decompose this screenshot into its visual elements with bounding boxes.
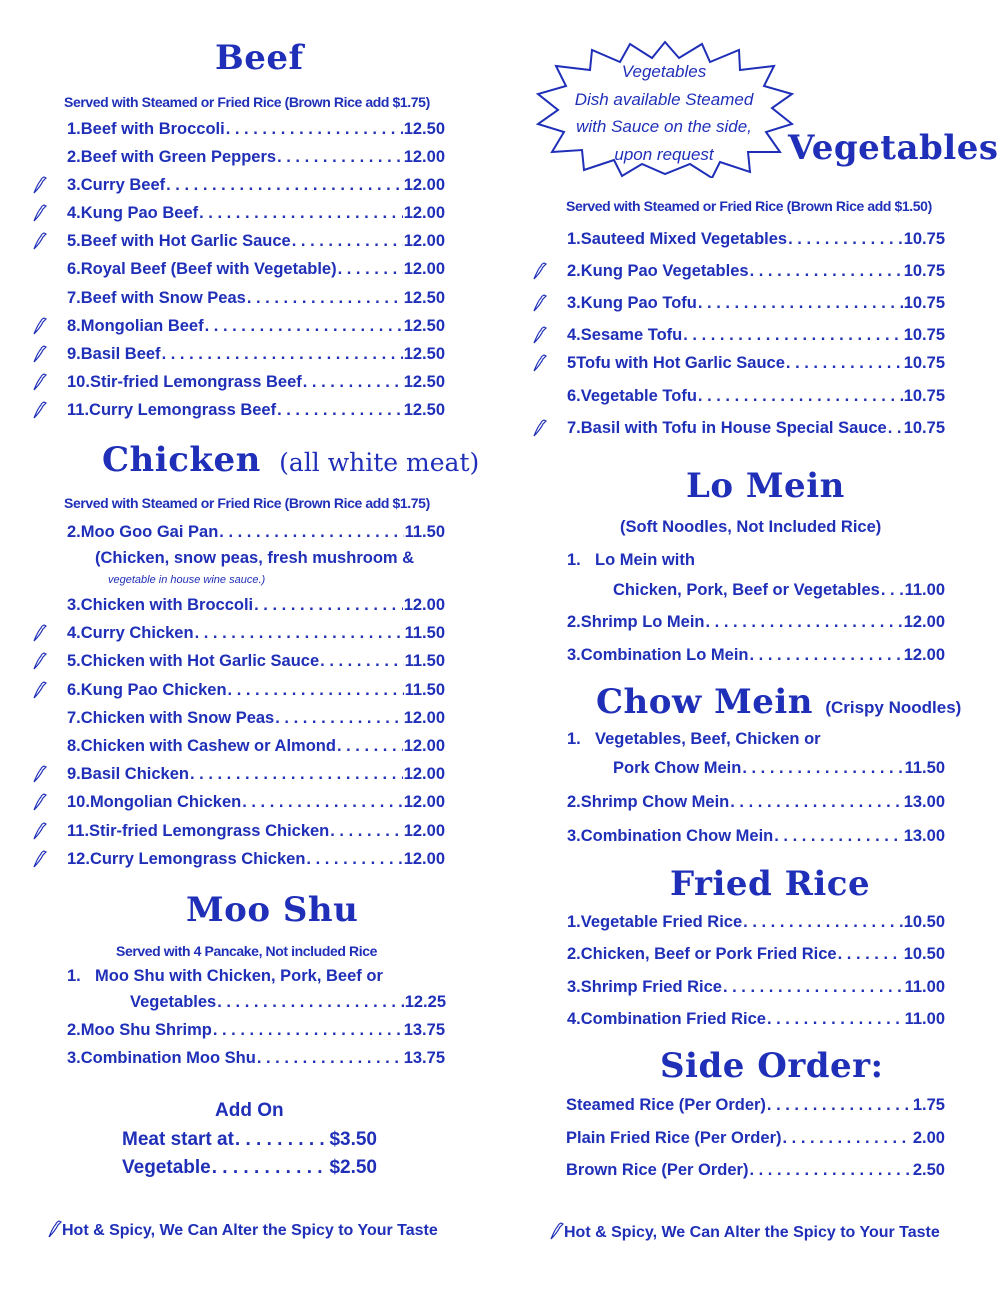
item-name: Kung Pao Chicken [80,681,227,699]
item-name: Combination Chow Mein [580,827,774,845]
mooshu-item1-line1: Moo Shu with Chicken, Pork, Beef or [95,967,383,985]
item-name: Chicken, Beef or Pork Fried Rice [580,945,837,963]
item-number: 2. [567,793,581,811]
item-name: Chicken with Snow Peas [80,709,275,727]
item-price: 2.00 [912,1129,945,1147]
leader-dots [730,791,902,813]
item-name: Kung Pao Vegetables [580,262,749,280]
item-number: 2. [567,613,581,631]
chili-pepper-icon [550,1222,564,1240]
lomein-title: Lo Mein [686,466,845,506]
leader-dots [254,594,403,616]
menu-item-row [67,622,445,644]
leader-dots [749,1159,911,1181]
chili-pepper-icon [33,850,47,868]
item-number: 2. [67,523,81,541]
item-price: 12.50 [403,401,445,419]
item-number: 6. [567,387,581,405]
item-name: Stir-fried Lemongrass Beef [89,373,302,391]
menu-item-row [67,594,445,616]
menu-item-row [567,791,945,813]
item-number: 2. [67,148,81,166]
chili-pepper-icon [33,652,47,670]
menu-item-row [567,943,945,965]
leader-dots [226,118,403,140]
item-price: 12.00 [403,204,445,222]
leader-dots [162,343,403,365]
item-name: Brown Rice (Per Order) [566,1161,749,1179]
friedrice-title: Fried Rice [670,864,871,904]
item-price: 11.00 [904,978,945,996]
item-number: 8. [67,737,81,755]
menu-item-row [67,118,445,140]
footer-note-right [550,1222,940,1242]
leader-dots [786,352,903,374]
menu-item-row [567,292,945,314]
menu-item-row [67,707,445,729]
chicken-title-text: Chicken [102,440,261,480]
addon-meat-price: $3.50 [329,1129,377,1150]
menu-item-row [567,260,945,282]
leader-dots [683,324,902,346]
addon-veg-price: $2.50 [329,1157,377,1178]
menu-item-row [566,1127,945,1149]
menu-item-row [566,1159,945,1181]
item-price: 10.75 [903,419,945,437]
item-price: 12.00 [903,646,945,664]
leader-dots [743,911,903,933]
menu-item-row [567,825,945,847]
item-price: 13.00 [903,793,945,811]
lomein-note: (Soft Noodles, Not Included Rice) [620,518,882,536]
menu-item-row [67,343,445,365]
leader-dots [698,292,903,314]
item-number: 4. [67,204,81,222]
lomein-item1-name: Chicken, Pork, Beef or Vegetables [613,581,880,599]
item-name: Curry Chicken [80,624,194,642]
item-name: Chicken with Hot Garlic Sauce [80,652,320,670]
chowmein-title [596,682,961,722]
beef-title: Beef [215,38,304,78]
item-price: 12.50 [403,289,445,307]
item-number: 1. [567,230,581,248]
item-price: 10.75 [903,294,945,312]
item-name: Chicken with Broccoli [80,596,254,614]
item-name: Beef with Hot Garlic Sauce [80,232,291,250]
leader-dots [782,1127,911,1149]
vegetables-title: Vegetables [788,128,999,168]
item-name: Shrimp Fried Rice [580,978,722,996]
item-number: 2. [567,945,581,963]
menu-item-row [567,352,945,374]
menu-item-row [67,521,445,543]
item-number: 4. [67,624,81,642]
item-name: Vegetable Fried Rice [580,913,743,931]
menu-item-row [67,258,445,280]
menu-item-row [67,174,445,196]
footer-note-right-text: Hot & Spicy, We Can Alter the Spicy to Your Taste [564,1224,940,1241]
item-price: 1.75 [912,1096,945,1114]
item-number: 9. [67,345,81,363]
leader-dots [723,976,904,998]
item-name: Mongolian Chicken [89,793,242,811]
item-number: 7. [67,709,81,727]
chili-pepper-icon [33,232,47,250]
item-name: Vegetable Tofu [580,387,697,405]
menu-item-row [567,417,945,439]
leader-dots [742,757,903,779]
menu-item-row [67,848,445,870]
item-number: 6. [67,260,81,278]
item-price: 12.50 [403,317,445,335]
leader-dots [838,943,903,965]
item-number: 2. [567,262,581,280]
mooshu-note: Served with 4 Pancake, Not included Rice [116,943,377,959]
item-number: 7. [67,289,81,307]
item-price: 10.75 [903,326,945,344]
menu-item-row [67,735,445,757]
chili-pepper-icon [33,176,47,194]
item-number: 11. [67,822,90,840]
leader-dots [306,848,402,870]
leader-dots [698,385,903,407]
item-price: 12.00 [403,232,445,250]
item-name: Shrimp Lo Mein [580,613,705,631]
item-price: 12.00 [403,176,445,194]
chowmein-item1-name: Pork Chow Mein [613,759,742,777]
item-number: 1. [567,913,581,931]
leader-dots [219,521,403,543]
chili-pepper-icon [33,345,47,363]
item-price: 2.50 [912,1161,945,1179]
leader-dots [750,644,903,666]
chowmein-title-text: Chow Mein [596,682,813,722]
addon-meat-label: Meat start at [122,1129,234,1150]
chili-pepper-icon [33,373,47,391]
menu-item-row [67,763,445,785]
item-price: 11.50 [404,523,445,541]
addon-veg-label: Vegetable [122,1157,211,1178]
chili-pepper-icon [533,294,547,312]
item-name: Combination Fried Rice [580,1010,766,1028]
addon-vegetable [122,1155,377,1181]
item-number: 6. [67,681,81,699]
item-number: 3. [567,827,581,845]
leader-dots [199,202,403,224]
item-name: Curry Lemongrass Chicken [89,850,306,868]
item-price: 13.00 [903,827,945,845]
chili-pepper-icon [533,262,547,280]
addon-meat [122,1127,377,1153]
item-name: Basil Chicken [80,765,189,783]
chili-pepper-icon [33,624,47,642]
menu-item-row [567,644,945,666]
menu-item-row [67,820,445,842]
chili-pepper-icon [33,765,47,783]
menu-item-row [567,911,945,933]
chili-pepper-icon [33,822,47,840]
item-price: 10.75 [903,230,945,248]
item-number: 12. [67,850,90,868]
item-price: 10.50 [903,913,945,931]
item-number: 2. [67,1021,81,1039]
chicken-note: Served with Steamed or Fried Rice (Brown Rice add $1.75) [64,495,430,511]
item-number: 10. [67,793,90,811]
chili-pepper-icon [533,354,547,372]
footer-note-left-text: Hot & Spicy, We Can Alter the Spicy to Your Taste [62,1222,438,1239]
item-name: Curry Lemongrass Beef [89,401,277,419]
item-name: Moo Shu Shrimp [80,1021,212,1039]
chili-pepper-icon [48,1220,62,1238]
item-name: Beef with Snow Peas [80,289,246,307]
item-name: Beef with Broccoli [80,120,225,138]
item-name: Basil with Tofu in House Special Sauce [580,419,887,437]
mooshu-item1-name: Vegetables [130,993,217,1011]
menu-item-row [566,1094,945,1116]
chili-pepper-icon [33,204,47,222]
burst-line4: upon request [614,145,714,164]
footer-note-left [48,1220,438,1240]
leader-dots [217,991,403,1013]
item-name: Beef with Green Peppers [80,148,277,166]
item-name: Sauteed Mixed Vegetables [580,230,788,248]
leader-dots [213,1019,403,1041]
addon-title: Add On [215,1100,284,1121]
menu-item-row [67,202,445,224]
menu-item-row [67,791,445,813]
item-price: 12.50 [403,120,445,138]
item-name: Shrimp Chow Mein [580,793,730,811]
leader-dots [205,315,403,337]
item-price: 12.50 [403,373,445,391]
item-price: 12.00 [403,596,445,614]
leader-dots [706,611,903,633]
leader-dots [190,763,403,785]
leader-dots [257,1047,403,1069]
leader-dots [888,417,903,439]
leader-dots [338,258,403,280]
leader-dots [881,579,904,601]
item-number: 5 [567,354,577,372]
menu-item-row [67,679,445,701]
lomein-item1-line1: Lo Mein with [595,551,695,569]
vegetables-note: Served with Steamed or Fried Rice (Brown Rice add $1.50) [566,198,932,214]
item-price: 11.00 [904,1010,945,1028]
menu-item-row [67,650,445,672]
item-price: 12.00 [403,737,445,755]
item-number: 5. [67,652,81,670]
chili-pepper-icon [33,793,47,811]
leader-dots [195,622,404,644]
item-number: 10. [67,373,90,391]
chili-pepper-icon [533,419,547,437]
menu-item-row [67,1047,445,1069]
item-price: 12.00 [403,850,445,868]
lomein-item1-num: 1. [567,551,581,569]
leader-dots [275,707,402,729]
leader-dots [212,1155,329,1181]
chowmein-item1-line1: Vegetables, Beef, Chicken or [595,730,821,748]
chili-pepper-icon [33,401,47,419]
item-number: 5. [67,232,81,250]
menu-item-row [67,230,445,252]
item-number: 7. [567,419,581,437]
menu-item-row [567,324,945,346]
item-name: Combination Lo Mein [580,646,749,664]
item-price: 12.00 [403,709,445,727]
item-name: Royal Beef (Beef with Vegetable) [80,260,337,278]
menu-item-row [67,371,445,393]
leader-dots [767,1008,904,1030]
menu-item-row [67,146,445,168]
menu-item-row [567,976,945,998]
mooshu-item1-line2 [130,991,446,1013]
leader-dots [242,791,403,813]
moo-goo-desc-line2: vegetable in house wine sauce.) [108,574,266,586]
chicken-title [102,440,479,480]
leader-dots [277,399,403,421]
chili-pepper-icon [533,326,547,344]
item-price: 12.00 [403,765,445,783]
item-name: Curry Beef [80,176,166,194]
sideorder-title: Side Order: [660,1046,884,1086]
leader-dots [292,230,403,252]
item-price: 10.50 [903,945,945,963]
leader-dots [750,260,903,282]
item-name: Tofu with Hot Garlic Sauce [576,354,785,372]
item-number: 3. [567,294,581,312]
item-price: 12.00 [403,260,445,278]
chili-pepper-icon [33,317,47,335]
chicken-subtitle: (all white meat) [279,448,480,477]
leader-dots [235,1127,329,1153]
mooshu-item1-num: 1. [67,967,81,985]
item-name: Stir-fried Lemongrass Chicken [89,822,330,840]
item-name: Combination Moo Shu [80,1049,256,1067]
leader-dots [277,146,403,168]
leader-dots [228,679,404,701]
item-price: 10.75 [903,387,945,405]
burst-line3: with Sauce on the side, [576,117,752,136]
lomein-item1-price: 11.00 [904,581,945,599]
menu-item-row [567,611,945,633]
item-price: 10.75 [903,262,945,280]
menu-item-row [67,399,445,421]
lomein-item1-line2 [613,579,945,601]
leader-dots [247,287,403,309]
item-number: 3. [67,596,81,614]
item-price: 10.75 [903,354,945,372]
item-name: Mongolian Beef [80,317,204,335]
item-name: Kung Pao Tofu [580,294,697,312]
item-price: 13.75 [403,1021,445,1039]
leader-dots [774,825,902,847]
item-name: Sesame Tofu [580,326,683,344]
item-price: 12.00 [403,822,445,840]
item-price: 11.50 [404,652,445,670]
menu-item-row [567,228,945,250]
leader-dots [303,371,403,393]
chowmein-item1-num: 1. [567,730,581,748]
leader-dots [337,735,403,757]
item-price: 12.00 [403,793,445,811]
item-number: 3. [67,1049,81,1067]
item-price: 12.50 [403,345,445,363]
item-number: 3. [67,176,81,194]
leader-dots [767,1094,912,1116]
burst-line1: Vegetables [621,62,707,81]
menu-item-row [567,1008,945,1030]
leader-dots [320,650,403,672]
menu-item-row [67,315,445,337]
item-number: 1. [67,120,81,138]
burst-line2: Dish available Steamed [574,90,754,109]
moo-goo-desc-line1: (Chicken, snow peas, fresh mushroom & [95,549,415,567]
item-number: 9. [67,765,81,783]
mooshu-title: Moo Shu [186,890,359,930]
item-number: 4. [567,1010,581,1028]
item-name: Plain Fried Rice (Per Order) [566,1129,782,1147]
item-name: Moo Goo Gai Pan [80,523,219,541]
item-price: 12.00 [403,148,445,166]
leader-dots [166,174,403,196]
chowmein-item1-price: 11.50 [904,759,945,777]
item-price: 11.50 [404,681,445,699]
item-name: Kung Pao Beef [80,204,199,222]
menu-item-row [67,287,445,309]
leader-dots [788,228,903,250]
beef-note: Served with Steamed or Fried Rice (Brown Rice add $1.75) [64,94,430,110]
item-price: 13.75 [403,1049,445,1067]
leader-dots [330,820,402,842]
item-number: 8. [67,317,81,335]
item-number: 3. [567,646,581,664]
item-name: Chicken with Cashew or Almond [80,737,336,755]
chowmein-item1-line2 [613,757,945,779]
menu-item-row [67,1019,445,1041]
item-price: 12.00 [903,613,945,631]
chowmein-subtitle: (Crispy Noodles) [825,698,962,717]
chili-pepper-icon [33,681,47,699]
item-number: 11. [67,401,90,419]
item-number: 4. [567,326,581,344]
item-name: Steamed Rice (Per Order) [566,1096,766,1114]
mooshu-item1-price: 12.25 [404,993,446,1011]
menu-item-row [567,385,945,407]
item-name: Basil Beef [80,345,161,363]
item-number: 3. [567,978,581,996]
item-price: 11.50 [404,624,445,642]
